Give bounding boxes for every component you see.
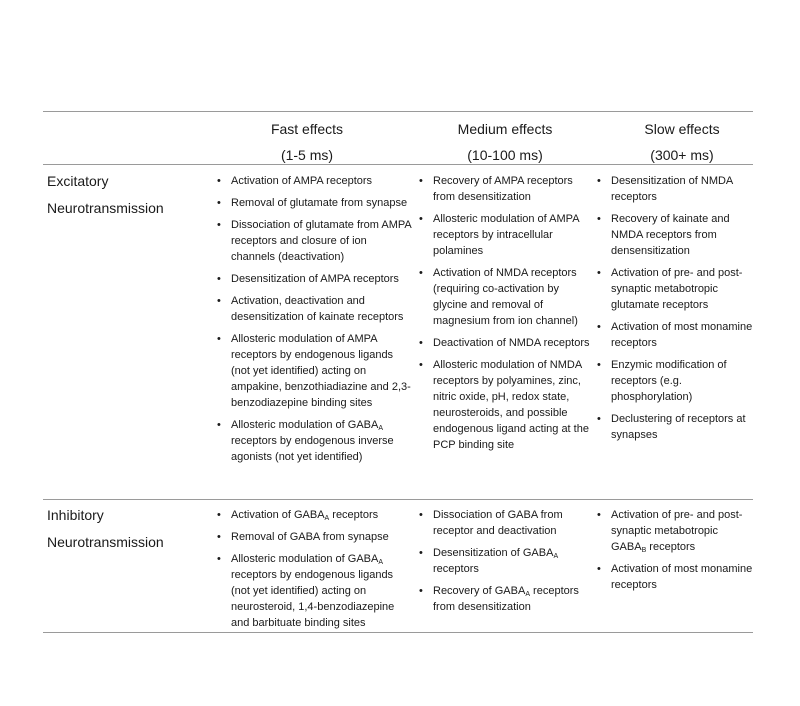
list-item: • Allosteric modulation of $GABA_A$ receptors by endogenous ligands (not yet identified) acting on neurosteroid, 1,4-benzodiazepine and barbituate binding sites [216,551,412,631]
list-item: • Allosteric modulation of AMPA receptors by intracellular polamines [418,211,590,259]
header-divider [43,164,753,165]
row-divider [43,499,753,500]
list-item: • Activation of $GABA_A$ receptors [216,507,412,523]
subscript: A [378,425,384,432]
table-bottom-rule [43,632,753,633]
list-item: • Removal of glutamate from synapse [216,195,412,211]
list-item: • Recovery of $GABA_A$ receptors from desensitization [418,583,590,615]
list-item: • Allosteric modulation of AMPA receptors by endogenous ligands (not yet identified) acting on ampakine, benzothiadiazine and 2,3-benzodiazepine binding sites [216,331,412,411]
subscript: B [641,547,647,554]
list-item: • Deactivation of NMDA receptors [418,335,590,351]
list-item: • Activation of most monamine receptors [596,561,756,593]
list-item: • Activation of AMPA receptors [216,173,412,189]
column-title: Medium effects [457,121,553,137]
list-item: • Activation of pre- and post-synaptic metabotropic glutamate receptors [596,265,756,313]
column-title: Fast effects [270,121,344,137]
table-top-rule [43,111,753,112]
column-header-fast [207,116,407,168]
list-item: • Activation of NMDA receptors (requiring co-activation by glycine and removal of magnesium from ion channel) [418,265,590,329]
list-item: • Desensitization of NMDA receptors [596,173,756,205]
column-header-medium [405,116,605,168]
cell-inhibitory-slow [596,507,756,599]
column-range: (300+ ms) [650,147,714,163]
subscript: A [553,553,559,560]
cell-excitatory-fast [216,173,412,471]
cell-inhibitory-medium [418,507,590,621]
cell-inhibitory-fast [216,507,412,637]
column-range: (1-5 ms) [280,147,334,163]
list-item: • Removal of GABA from synapse [216,529,412,545]
list-item: • Declustering of receptors at synapses [596,411,756,443]
cell-excitatory-slow [596,173,756,449]
row-label-line: Neurotransmission [47,200,164,216]
list-item: • Activation of most monamine receptors [596,319,756,351]
column-header-slow [582,116,782,168]
subscript: A [324,515,330,522]
list-item: • Recovery of kainate and NMDA receptors from densensitization [596,211,756,259]
row-label-excitatory [47,168,164,222]
list-item: • Recovery of AMPA receptors from desensitization [418,173,590,205]
row-label-line: Excitatory [47,173,109,189]
list-item: • Allosteric modulation of $GABA_A$ receptors by endogenous inverse agonists (not yet identified) [216,417,412,465]
column-range: (10-100 ms) [467,147,543,163]
list-item: • Desensitization of AMPA receptors [216,271,412,287]
cell-excitatory-medium [418,173,590,459]
row-label-inhibitory [47,502,164,556]
row-label-line: Neurotransmission [47,534,164,550]
subscript: A [378,559,384,566]
list-item: • Desensitization of $GABA_A$ receptors [418,545,590,577]
list-item: • Allosteric modulation of NMDA receptors by polyamines, zinc, nitric oxide, pH, redox state, neurosteroids, and possible endogenous ligand acting at the PCP binding site [418,357,590,453]
list-item: • Activation of pre- and post-synaptic metabotropic $GABA_B$ receptors [596,507,756,555]
list-item: • Dissociation of glutamate from AMPA receptors and closure of ion channels (deactivation) [216,217,412,265]
list-item: • Enzymic modification of receptors (e.g. phosphorylation) [596,357,756,405]
row-label-line: Inhibitory [47,507,104,523]
list-item: • Dissociation of GABA from receptor and deactivation [418,507,590,539]
subscript: A [525,591,530,598]
column-title: Slow effects [644,121,720,137]
list-item: • Activation, deactivation and desensitization of kainate receptors [216,293,412,325]
